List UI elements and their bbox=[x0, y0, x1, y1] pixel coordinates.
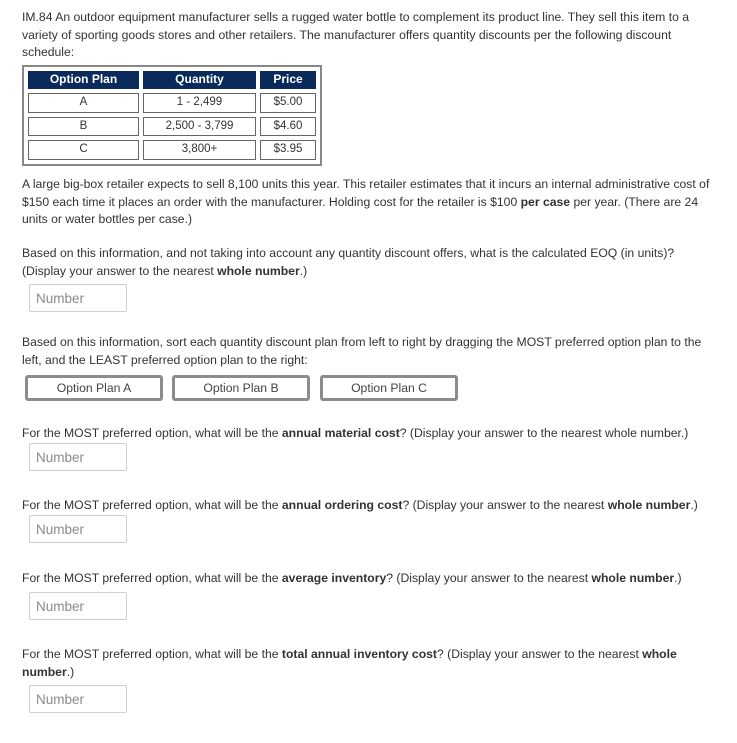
table-row bbox=[28, 93, 316, 113]
question-sort: Based on this information, sort each quantity discount plan from left to right by dragging the MOST preferred option plan to the left, and the LEAST preferred option plan to the right: bbox=[22, 335, 702, 367]
q3-post: ? (Display your answer to the nearest whole number.) bbox=[399, 426, 689, 440]
q6-mid: ? (Display your answer to the nearest bbox=[436, 647, 643, 661]
ordering-cost-input[interactable] bbox=[29, 515, 127, 543]
drag-option-plan-a[interactable]: Option Plan A bbox=[25, 375, 163, 401]
total-cost-input[interactable] bbox=[29, 685, 127, 713]
question-ordering-cost bbox=[22, 497, 712, 515]
q5-pre: For the MOST preferred option, what will be the bbox=[22, 571, 282, 585]
table-cell: 1 - 2,499 bbox=[143, 93, 256, 113]
table-header: Quantity bbox=[143, 71, 256, 89]
q1-post: .) bbox=[299, 263, 308, 278]
problem-intro: IM.84 An outdoor equipment manufacturer sells a rugged water bottle to complement its product line. They sell this item to a variety of sporting goods stores and other retailers. The manufacturer offers quantity discounts per the following discount schedule: bbox=[22, 10, 690, 59]
table-row bbox=[28, 140, 316, 160]
q4-bold2: whole number bbox=[607, 498, 691, 512]
q4-mid: ? (Display your answer to the nearest bbox=[402, 498, 608, 512]
q5-bold: average inventory bbox=[281, 571, 387, 585]
q1-pre: Based on this information, and not taking into account any quantity discount offers, what is the calculated EOQ (in units)? (Display your answer to the nearest bbox=[22, 246, 675, 278]
q1-bold: whole number bbox=[217, 263, 300, 278]
scenario-bold: per case bbox=[520, 194, 571, 209]
material-cost-input[interactable] bbox=[29, 443, 127, 471]
scenario-part2: per year. (There are 24 units or water bottles per case.) bbox=[22, 194, 699, 226]
table-cell: $3.95 bbox=[260, 140, 316, 160]
discount-schedule-table bbox=[22, 65, 322, 166]
q3-pre: For the MOST preferred option, what will be the bbox=[22, 426, 282, 440]
drag-option-plan-c[interactable]: Option Plan C bbox=[320, 375, 458, 401]
question-total-cost bbox=[22, 646, 712, 681]
table-cell: 2,500 - 3,799 bbox=[143, 117, 256, 137]
q6-bold: total annual inventory cost bbox=[281, 647, 437, 661]
q4-post: .) bbox=[690, 498, 698, 512]
q6-post: .) bbox=[66, 664, 75, 679]
table-cell: C bbox=[28, 140, 139, 160]
question-eoq bbox=[22, 245, 712, 280]
scenario-part1: A large big-box retailer expects to sell 8,100 units this year. This retailer estimates that it incurs an internal administrative cost of $150 each time it places an order with the manufacturer. Holding cost for the retailer is $100 bbox=[22, 177, 710, 209]
q5-post: .) bbox=[674, 571, 682, 585]
table-cell: $5.00 bbox=[260, 93, 316, 113]
q6-pre: For the MOST preferred option, what will be the bbox=[22, 647, 282, 661]
table-cell: A bbox=[28, 93, 139, 113]
scenario-text bbox=[22, 176, 712, 229]
q5-bold2: whole number bbox=[591, 571, 675, 585]
table-cell: $4.60 bbox=[260, 117, 316, 137]
eoq-input[interactable] bbox=[29, 284, 127, 312]
q3-bold: annual material cost bbox=[281, 426, 400, 440]
table-cell: 3,800+ bbox=[143, 140, 256, 160]
table-header: Option Plan bbox=[28, 71, 139, 89]
drag-option-plan-b[interactable]: Option Plan B bbox=[172, 375, 310, 401]
table-cell: B bbox=[28, 117, 139, 137]
q4-pre: For the MOST preferred option, what will be the bbox=[22, 498, 282, 512]
question-material-cost bbox=[22, 425, 712, 443]
table-header: Price bbox=[260, 71, 316, 89]
q4-bold: annual ordering cost bbox=[281, 498, 403, 512]
question-average-inventory bbox=[22, 570, 712, 588]
q5-mid: ? (Display your answer to the nearest bbox=[386, 571, 592, 585]
table-row bbox=[28, 117, 316, 137]
q6-bold2: whole number bbox=[22, 647, 677, 679]
average-inventory-input[interactable] bbox=[29, 592, 127, 620]
